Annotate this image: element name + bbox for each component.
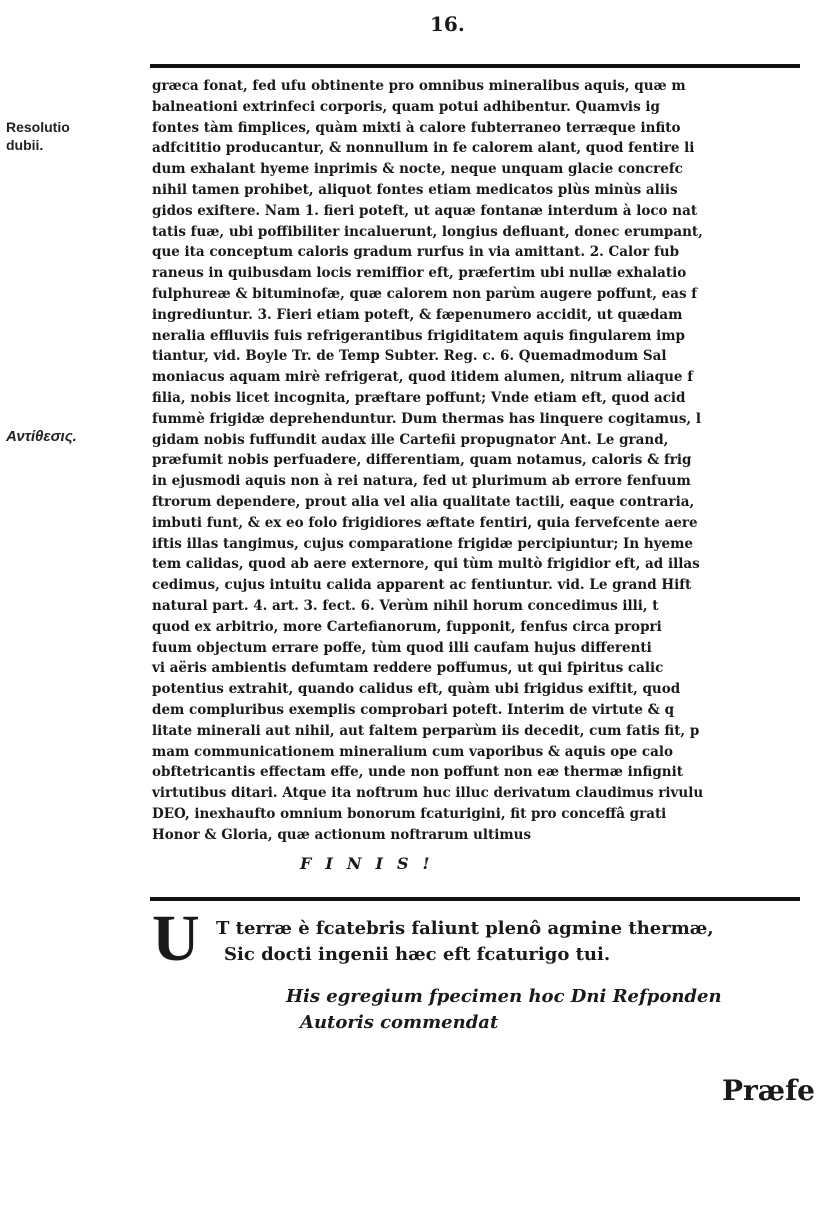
body-line: potentius extrahit, quando calidus eft, quàm ubi frigidus exiftit, quod xyxy=(152,681,681,698)
body-line: fontes tàm fimplices, quàm mixti à calore fubterraneo terræque infito xyxy=(152,119,681,136)
body-line: in ejusmodi aquis non à rei natura, fed ut plurimum ab errore fenfuum xyxy=(152,473,691,490)
body-line: ftrorum dependere, prout alia vel alia qualitate tactili, eaque contraria, xyxy=(152,493,695,510)
body-line: cedimus, cujus intuitu calida apparent ac fentiuntur. vid. Le grand Hift xyxy=(152,577,692,594)
body-line: Honor & Gloria, quæ actionum noftrarum ultimus xyxy=(152,826,532,843)
margin-note-antithesis: Αντίθεσις. xyxy=(6,428,77,445)
body-line: ingrediuntur. 3. Fieri etiam poteft, & fæpenumero accidit, ut quædam xyxy=(152,306,683,323)
body-line: gidam nobis fuffundit audax ille Cartefii propugnator Ant. Le grand, xyxy=(152,431,669,448)
body-line: DEO, inexhaufto omnium bonorum fcaturigini, fit pro conceffâ grati xyxy=(152,805,667,822)
body-line: adfcititio producantur, & nonnullum in fe calorem alant, quod fentire li xyxy=(152,140,695,157)
body-line: dem compluribus exemplis comprobari poteft. Interim de virtute & q xyxy=(152,701,675,718)
body-line: moniacus aquam mirè refrigerat, quod itidem alumen, nitrum aliaque f xyxy=(152,369,694,386)
page-number: 16. xyxy=(430,12,465,36)
body-line: fulphureæ & bituminofæ, quæ calorem non parùm augere poffunt, eas f xyxy=(152,285,698,302)
body-line: neralia effluviis fuis refrigerantibus frigiditatem aquis fingularem imp xyxy=(152,327,685,344)
dedication-line-2: Autoris commendat xyxy=(300,1012,499,1033)
body-line: virtutibus ditari. Atque ita noftrum huc illuc derivatum claudimus rivulu xyxy=(152,785,704,802)
section-divider xyxy=(150,897,800,901)
body-line: tatis fuæ, ubi poffibiliter incaluerunt, longius defluant, donec erumpant, xyxy=(152,223,703,240)
dedication-line-1: His egregium fpecimen hoc Dni Refponden xyxy=(286,986,722,1007)
body-line: vi aëris ambientis defumtam reddere poffumus, ut qui fpiritus calic xyxy=(152,660,664,677)
body-line: natural part. 4. art. 3. fect. 6. Verùm nihil horum concedimus illi, t xyxy=(152,597,659,614)
body-line: gidos exiftere. Nam 1. fieri poteft, ut aquæ fontanæ interdum à loco nat xyxy=(152,202,698,219)
body-line: præfumit nobis perfuadere, differentiam, quam notamus, caloris & frig xyxy=(152,452,692,469)
body-line: græca fonat, fed ufu obtinente pro omnibus mineralibus aquis, quæ m xyxy=(152,78,686,94)
body-line: balneationi extrinfeci corporis, quam potui adhibentur. Quamvis ig xyxy=(152,98,660,115)
body-line: filia, nobis licet incognita, præftare poffunt; Vnde etiam eft, quod acid xyxy=(152,389,686,406)
body-line: raneus in quibusdam locis remiffior eft, præfertim ubi nullæ exhalatio xyxy=(152,265,687,282)
margin-note-resolutio: Resolutio dubii. xyxy=(6,119,70,153)
body-line: quod ex arbitrio, more Cartefianorum, fupponit, fenfus circa propri xyxy=(152,618,662,635)
top-rule xyxy=(150,64,800,68)
body-line: imbuti funt, & ex eo folo frigidiores æftate fentiri, quia fervefcente aere xyxy=(152,514,698,531)
body-line: fummè frigidæ deprehenduntur. Dum thermas has linquere cogitamus, l xyxy=(152,410,701,427)
body-line: obftetricantis effectam effe, unde non poffunt non eæ thermæ infignit xyxy=(152,764,683,781)
drop-cap-initial: U xyxy=(152,902,200,975)
finis-heading: FINIS! xyxy=(300,854,444,873)
body-line: que ita conceptum caloris gradum rurfus in via amittant. 2. Calor fub xyxy=(152,244,680,261)
epigram-line-2: Sic docti ingenii hæc eft fcaturigo tui. xyxy=(224,944,611,965)
body-line: tiantur, vid. Boyle Tr. de Temp Subter. Reg. c. 6. Quemadmodum Sal xyxy=(152,348,667,365)
body-line: fuum objectum errare poffe, tùm quod illi caufam hujus differenti xyxy=(152,639,652,656)
catchword: Præfe xyxy=(722,1074,815,1107)
body-text xyxy=(152,76,792,845)
epigram-line-1: T terræ è fcatebris faliunt plenô agmine thermæ, xyxy=(216,918,714,939)
body-line: tem calidas, quod ab aere externore, qui tùm multò frigidior eft, ad illas xyxy=(152,556,700,573)
body-line: litate minerali aut nihil, aut faltem perparùm iis decedit, cum fatis fit, p xyxy=(152,722,700,739)
body-line: iftis illas tangimus, cujus comparatione frigidæ percipiuntur; In hyeme xyxy=(152,535,693,552)
body-line: mam communicationem mineralium cum vaporibus & aquis ope calo xyxy=(152,743,674,760)
body-line: nihil tamen prohibet, aliquot fontes etiam medicatos plùs minùs aliis xyxy=(152,181,678,198)
body-line: dum exhalant hyeme inprimis & nocte, neque unquam glacie concrefc xyxy=(152,161,683,178)
